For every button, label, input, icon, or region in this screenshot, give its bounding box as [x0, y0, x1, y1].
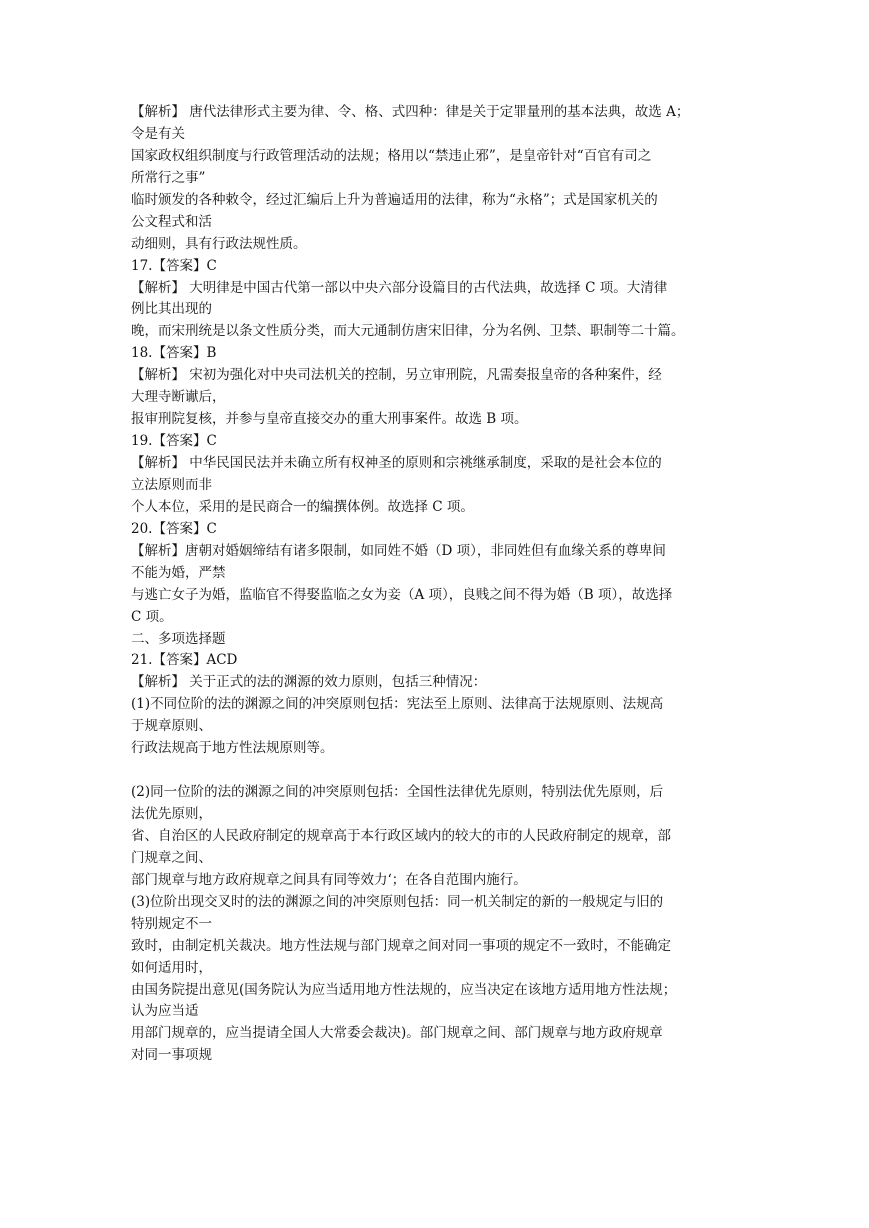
text-line: 21.【答案】ACD — [131, 652, 238, 669]
text-line: 对同一事项规 — [131, 1047, 212, 1064]
text-line: 报审刑院复核，并参与皇帝直接交办的重大刑事案件。故选 B 项。 — [131, 411, 528, 428]
text-line: 令是有关 — [131, 125, 185, 142]
text-line: 于规章原则、 — [131, 718, 212, 735]
text-line: 大理寺断谳后， — [131, 389, 226, 406]
text-line: (3)位阶出现交叉时的法的渊源之间的冲突原则包括：同一机关制定的新的一般规定与旧的 — [131, 893, 664, 910]
text-line: 【解析】 宋初为强化对中央司法机关的控制，另立审刑院，凡需奏报皇帝的各种案件，经 — [131, 367, 662, 384]
text-line: 特别规定不一 — [131, 915, 212, 932]
text-line: 二、多项选择题 — [131, 630, 226, 647]
text-line: 用部门规章的，应当提请全国人大常委会裁决)。部门规章之间、部门规章与地方政府规章 — [131, 1025, 663, 1042]
text-line: 【解析】 大明律是中国古代第一部以中央六部分设篇目的古代法典，故选择 C 项。大清律 — [131, 279, 668, 296]
text-line: 门规章之间、 — [131, 849, 212, 866]
text-line: 如何适用时， — [131, 959, 212, 976]
text-line: 国家政权组织制度与行政管理活动的法规；格用以“禁违止邪”，是皇帝针对“百官有司之 — [131, 147, 652, 164]
text-line: 【解析】 唐代法律形式主要为律、令、格、式四种：律是关于定罪量刑的基本法典，故选 A； — [131, 104, 690, 120]
text-line: 【解析】 中华民国民法并未确立所有权神圣的原则和宗祧继承制度，采取的是社会本位的 — [131, 455, 662, 471]
text-line: 动细则，具有行政法规性质。 — [131, 235, 307, 252]
text-line: 所常行之事” — [131, 169, 206, 186]
text-line: (2)同一位阶的法的渊源之间的冲突原则包括：全国性法律优先原则，特别法优先原则，后 — [131, 784, 664, 801]
text-line: 【解析】 关于正式的法的渊源的效力原则，包括三种情况： — [131, 674, 487, 691]
text-line: 个人本位，采用的是民商合一的编撰体例。故选择 C 项。 — [131, 498, 474, 515]
text-line: 由国务院提出意见(国务院认为应当适用地方性法规的，应当决定在该地方适用地方性法规； — [131, 981, 677, 998]
text-line: 临时颁发的各种敕令，经过汇编后上升为普遍适用的法律，称为“永格”；式是国家机关的 — [131, 191, 658, 208]
text-line: 19.【答案】C — [131, 433, 217, 450]
text-line: 17.【答案】C — [131, 257, 217, 274]
text-line: (1)不同位阶的法的渊源之间的冲突原则包括：宪法至上原则、法律高于法规原则、法规高 — [131, 696, 664, 713]
text-line: 部门规章与地方政府规章之间具有同等效力‘；在各自范围内施行。 — [131, 871, 527, 888]
text-line: 晚，而宋刑统是以条文性质分类，而大元通制仿唐宋旧律，分为名例、卫禁、职制等二十篇。 — [131, 323, 685, 340]
text-line: C 项。 — [131, 608, 173, 625]
text-line: 行政法规高于地方性法规原则等。 — [131, 740, 334, 757]
text-line: 不能为婚，严禁 — [131, 564, 226, 581]
text-line: 认为应当适 — [131, 1003, 199, 1020]
text-line: 法优先原则， — [131, 806, 212, 822]
text-line: 与逃亡女子为婚，监临官不得娶监临之女为妾（A 项），良贱之间不得为婚（B 项），故选择 — [131, 586, 673, 603]
text-line: 18.【答案】B — [131, 345, 217, 362]
text-line: 【解析】唐朝对婚姻缔结有诸多限制，如同姓不婚（D 项），非同姓但有血缘关系的尊卑间 — [131, 542, 666, 559]
text-line: 致时，由制定机关裁决。地方性法规与部门规章之间对同一事项的规定不一致时，不能确定 — [131, 937, 671, 954]
text-line: 公文程式和活 — [131, 213, 212, 230]
document-body — [131, 102, 743, 1067]
text-line: 例比其出现的 — [131, 301, 212, 318]
blank-line — [131, 760, 743, 782]
text-line: 立法原则而非 — [131, 476, 212, 493]
text-line: 省、自治区的人民政府制定的规章高于本行政区域内的较大的市的人民政府制定的规章，部 — [131, 827, 671, 844]
text-line: 20.【答案】C — [131, 520, 217, 537]
